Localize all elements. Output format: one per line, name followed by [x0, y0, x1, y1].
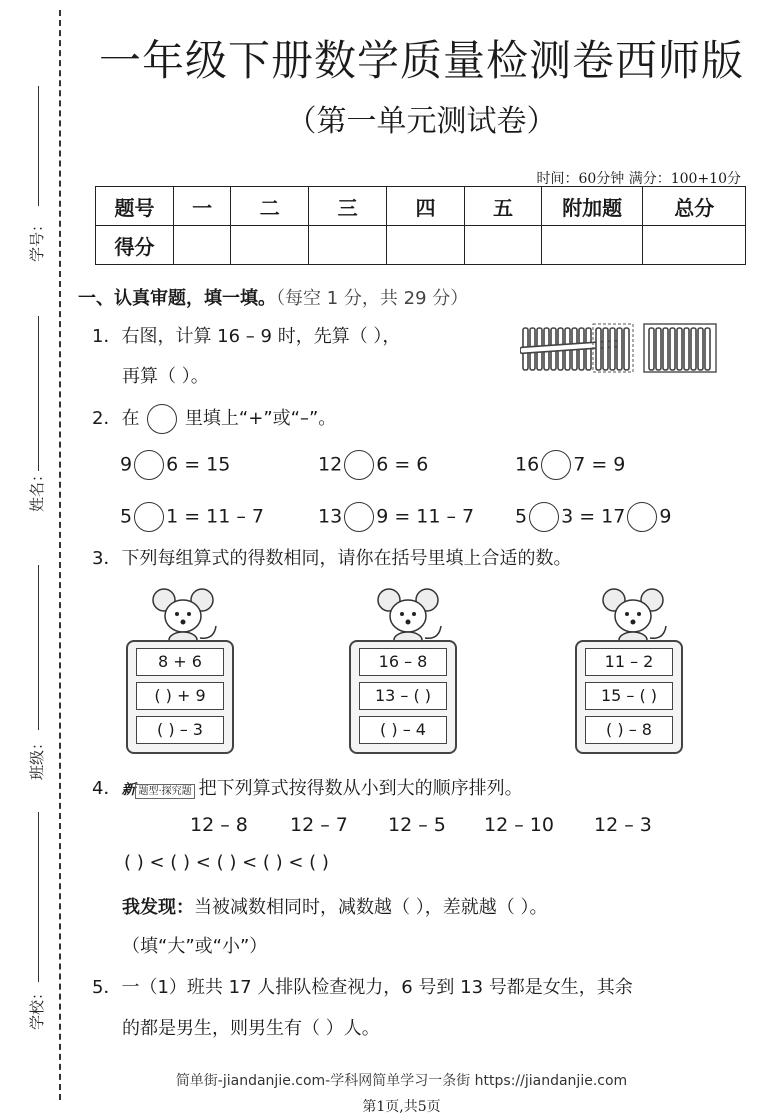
- score-cell[interactable]: [387, 226, 465, 265]
- section-1-title: 一、认真审题，填一填。: [78, 288, 276, 309]
- eq-rest: 6 = 15: [166, 453, 231, 476]
- question-type-badge: 题型·探究题: [135, 784, 194, 799]
- eq-operand: 13: [318, 505, 343, 528]
- q2-equation: [515, 502, 671, 532]
- section-1-heading: [78, 284, 468, 310]
- time-info: 时间：60分钟 满分：100+10分: [536, 171, 741, 187]
- q2-equation: [318, 450, 428, 480]
- discovery-label: 我发现：: [122, 897, 194, 918]
- answer-circle[interactable]: [344, 502, 374, 532]
- header-cell: 二: [231, 187, 309, 226]
- mouse-icon: [600, 586, 670, 646]
- score-cell[interactable]: [643, 226, 746, 265]
- q2-equation: [120, 502, 264, 532]
- eq-rest: 3 = 17: [561, 505, 626, 528]
- q2-equation: [318, 502, 474, 532]
- circle-icon: [147, 404, 177, 434]
- q5-line1: 5．一（1）班共 17 人排队检查视力，6 号到 13 号都是女生，其余: [92, 977, 633, 998]
- name-rule: [38, 316, 39, 471]
- card-row-blank[interactable]: ( ) – 8: [585, 716, 673, 744]
- score-cell[interactable]: [309, 226, 387, 265]
- page-title: 一年级下册数学质量检测卷西师版: [98, 36, 744, 85]
- answer-circle[interactable]: [134, 502, 164, 532]
- q4-expression: 12 – 3: [594, 814, 652, 836]
- equation-card: [575, 640, 683, 754]
- q5-line2: 的都是男生，则男生有（ ）人。: [122, 1018, 380, 1039]
- card-row-blank[interactable]: ( ) – 3: [136, 716, 224, 744]
- q2-equation: [515, 450, 625, 480]
- eq-rest: 9 = 11 – 7: [376, 505, 475, 528]
- answer-circle[interactable]: [134, 450, 164, 480]
- q4-discovery: [122, 893, 547, 919]
- q2-instruction: [92, 404, 336, 434]
- header-cell: 题号: [96, 187, 174, 226]
- header-cell: 一: [173, 187, 230, 226]
- header-cell: 附加题: [541, 187, 642, 226]
- score-cell[interactable]: [173, 226, 230, 265]
- score-cell[interactable]: [541, 226, 642, 265]
- eq-rest: 6 = 6: [376, 453, 429, 476]
- q2-suffix: 里填上“+”或“–”。: [184, 408, 337, 429]
- score-table-score-row: [96, 226, 746, 265]
- score-row-label: 得分: [96, 226, 174, 265]
- card-row-blank[interactable]: 13 – ( ): [359, 682, 447, 710]
- score-cell[interactable]: [465, 226, 542, 265]
- footer-watermark: 简单街-jiandanjie.com-学科网简单学习一条街 https://jiandanjie.com: [175, 1073, 628, 1089]
- page-number: 第1页,共5页: [362, 1099, 441, 1115]
- name-label: 姓名：: [28, 466, 46, 512]
- q3-text: 3．下列每组算式的得数相同，请你在括号里填上合适的数。: [92, 548, 572, 569]
- section-1-note: （每空 1 分，共 29 分）: [276, 288, 469, 309]
- discovery-text: 当被减数相同时，减数越（ ），差就越（ ）。: [194, 897, 548, 918]
- q4-text: 把下列算式按得数从小到大的顺序排列。: [198, 778, 523, 799]
- card-row: 8 + 6: [136, 648, 224, 676]
- eq-operand: 5: [515, 505, 528, 528]
- score-table: [95, 186, 746, 265]
- q4-number: 4．: [92, 778, 122, 799]
- header-cell: 五: [465, 187, 542, 226]
- card-row-blank[interactable]: ( ) + 9: [136, 682, 224, 710]
- card-row: 16 – 8: [359, 648, 447, 676]
- q4-expression: 12 – 7: [290, 814, 348, 836]
- q4-expression: 12 – 10: [484, 814, 554, 836]
- answer-circle[interactable]: [627, 502, 657, 532]
- eq-operand: 16: [515, 453, 540, 476]
- answer-circle[interactable]: [529, 502, 559, 532]
- q4-expression: 12 – 8: [190, 814, 248, 836]
- q1-line2: 再算（ ）。: [122, 366, 209, 387]
- score-cell[interactable]: [231, 226, 309, 265]
- class-label: 班级：: [28, 734, 46, 780]
- q4-heading: [92, 774, 523, 800]
- class-rule: [38, 565, 39, 730]
- eq-operand: 5: [120, 505, 133, 528]
- header-cell: 总分: [643, 187, 746, 226]
- binding-dashed-line: [59, 10, 61, 1100]
- new-badge: 新: [121, 782, 136, 798]
- mouse-icon: [375, 586, 445, 646]
- equation-card: [126, 640, 234, 754]
- header-cell: 三: [309, 187, 387, 226]
- eq-rest: 7 = 9: [573, 453, 626, 476]
- school-label: 学校：: [28, 984, 46, 1030]
- answer-circle[interactable]: [541, 450, 571, 480]
- page-subtitle: （第一单元测试卷）: [286, 104, 557, 139]
- student-no-label: 学号：: [28, 216, 46, 262]
- eq-rest: 1 = 11 – 7: [166, 505, 265, 528]
- q4-ordering-blanks[interactable]: ( ) < ( ) < ( ) < ( ) < ( ): [124, 852, 329, 873]
- equation-card: [349, 640, 457, 754]
- q4-expression: 12 – 5: [388, 814, 446, 836]
- eq-operand: 9: [659, 505, 672, 528]
- school-rule: [38, 812, 39, 982]
- card-row-blank[interactable]: 15 – ( ): [585, 682, 673, 710]
- eq-operand: 12: [318, 453, 343, 476]
- q2-equation: [120, 450, 230, 480]
- counting-sticks-image: [520, 322, 720, 374]
- q1-line1: 1．右图，计算 16 – 9 时，先算（ ），: [92, 326, 401, 347]
- score-table-header-row: [96, 187, 746, 226]
- answer-circle[interactable]: [344, 450, 374, 480]
- q2-prefix: 2．在: [92, 408, 140, 429]
- q4-hint: （填“大”或“小”）: [122, 936, 268, 957]
- mouse-icon: [150, 586, 220, 646]
- eq-operand: 9: [120, 453, 133, 476]
- card-row: 11 – 2: [585, 648, 673, 676]
- card-row-blank[interactable]: ( ) – 4: [359, 716, 447, 744]
- header-cell: 四: [387, 187, 465, 226]
